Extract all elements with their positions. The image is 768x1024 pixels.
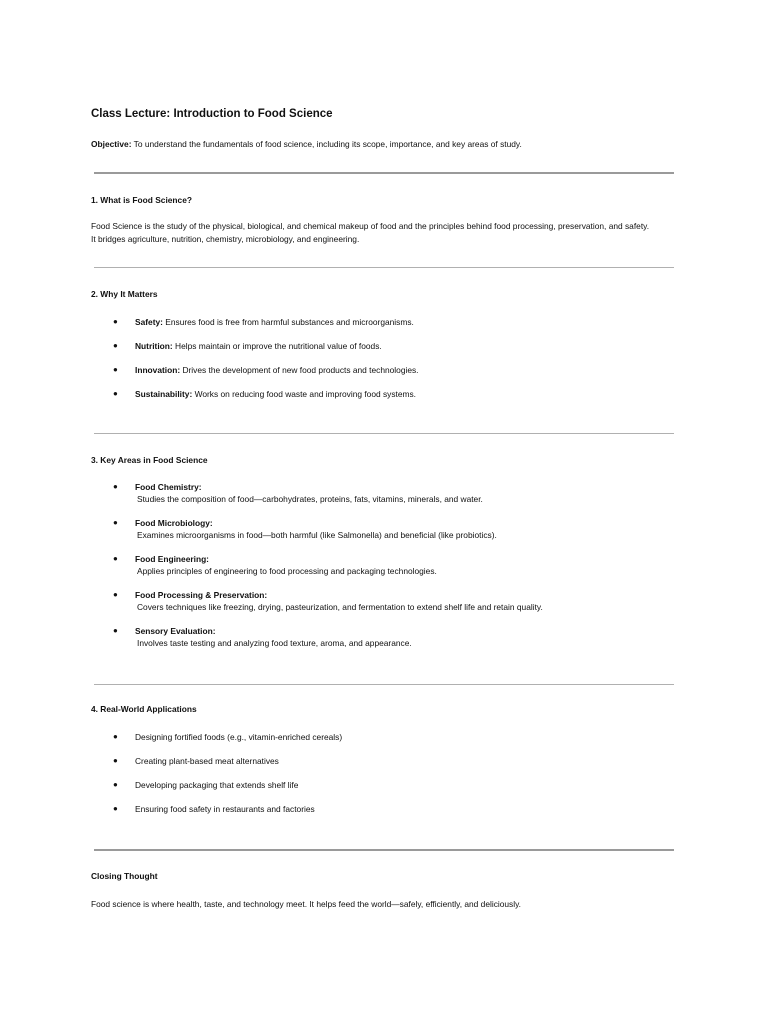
section-heading-real-world: 4. Real-World Applications bbox=[91, 704, 197, 714]
divider bbox=[94, 849, 674, 851]
item-label: Sensory Evaluation: bbox=[135, 626, 216, 636]
bullet-icon: ● bbox=[113, 389, 118, 398]
item-label: Safety: bbox=[135, 317, 163, 327]
item-text: Developing packaging that extends shelf life bbox=[135, 780, 299, 790]
item-label: Nutrition: bbox=[135, 341, 173, 351]
item-label: Innovation: bbox=[135, 365, 181, 375]
bullet-icon: ● bbox=[113, 482, 118, 491]
item-text: Ensures food is free from harmful substances and microorganisms. bbox=[162, 317, 414, 327]
item-label: Food Engineering: bbox=[135, 554, 209, 564]
divider bbox=[94, 172, 674, 174]
bullet-icon: ● bbox=[113, 804, 118, 813]
divider bbox=[94, 433, 674, 434]
item-label: Food Processing & Preservation: bbox=[135, 590, 268, 600]
bullet-icon: ● bbox=[113, 341, 118, 350]
page-title: Class Lecture: Introduction to Food Science bbox=[91, 108, 333, 120]
item-label: Food Chemistry: bbox=[135, 482, 202, 492]
divider bbox=[94, 267, 674, 268]
bullet-icon: ● bbox=[113, 780, 118, 789]
item-text: Designing fortified foods (e.g., vitamin-enriched cereals) bbox=[135, 732, 343, 742]
bullet-icon: ● bbox=[113, 756, 118, 765]
item-label: Sustainability: bbox=[135, 389, 193, 399]
objective-label: Objective: bbox=[91, 139, 132, 149]
section-heading-why-it-matters: 2. Why It Matters bbox=[91, 289, 158, 299]
closing-text: Food science is where health, taste, and technology meet. It helps feed the world—safely, efficiently, and deliciously. bbox=[91, 899, 521, 909]
item-text: Works on reducing food waste and improving food systems. bbox=[192, 389, 417, 399]
section-heading-key-areas: 3. Key Areas in Food Science bbox=[91, 455, 208, 465]
bullet-icon: ● bbox=[113, 732, 118, 741]
item-text: Ensuring food safety in restaurants and factories bbox=[135, 804, 315, 814]
section-paragraph-what-is bbox=[91, 220, 691, 246]
item-text: Drives the development of new food products and technologies. bbox=[180, 365, 419, 375]
divider bbox=[94, 684, 674, 685]
item-text: Applies principles of engineering to food processing and packaging technologies. bbox=[137, 566, 437, 576]
bullet-icon: ● bbox=[113, 365, 118, 374]
item-text: Examines microorganisms in food—both harmful (like Salmonella) and beneficial (like probiotics). bbox=[137, 530, 497, 540]
item-text: Involves taste testing and analyzing food texture, aroma, and appearance. bbox=[137, 638, 412, 648]
objective-text bbox=[91, 139, 522, 149]
paragraph-line: Food Science is the study of the physical, biological, and chemical makeup of food and the principles behind food processing, preservation, and safety. bbox=[91, 221, 650, 231]
item-text: Helps maintain or improve the nutritional value of foods. bbox=[172, 341, 382, 351]
item-text: Creating plant-based meat alternatives bbox=[135, 756, 279, 766]
item-label: Food Microbiology: bbox=[135, 518, 213, 528]
bullet-icon: ● bbox=[113, 554, 118, 563]
bullet-icon: ● bbox=[113, 626, 118, 635]
section-heading-closing: Closing Thought bbox=[91, 871, 158, 881]
section-heading-what-is: 1. What is Food Science? bbox=[91, 195, 192, 205]
item-text: Covers techniques like freezing, drying, pasteurization, and fermentation to extend shelf life and retain quality. bbox=[137, 602, 543, 612]
item-text: Studies the composition of food—carbohydrates, proteins, fats, vitamins, minerals, and water. bbox=[137, 494, 483, 504]
bullet-icon: ● bbox=[113, 590, 118, 599]
bullet-icon: ● bbox=[113, 317, 118, 326]
objective-body: To understand the fundamentals of food science, including its scope, importance, and key areas of study. bbox=[131, 139, 522, 149]
bullet-icon: ● bbox=[113, 518, 118, 527]
paragraph-line: It bridges agriculture, nutrition, chemistry, microbiology, and engineering. bbox=[91, 234, 360, 244]
